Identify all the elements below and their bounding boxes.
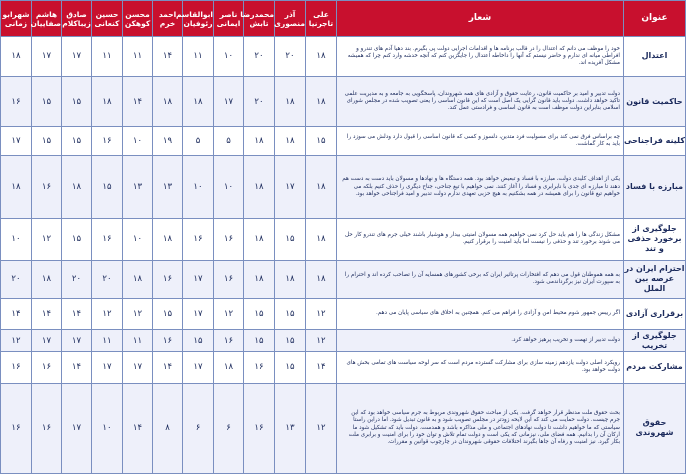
- row-slogan: به همه هموطنان قول می دهم که افتخارات پرتاثیر ایران که برخی کشورهای همسایه آن را تصاحب کرده اند و احترام را به سپورت ایران نیز برگرداندمی شود.: [337, 260, 624, 298]
- score-cell: ۱۸: [306, 156, 337, 218]
- score-cell: ۱۸: [244, 218, 275, 260]
- score-cell: ۲۰: [62, 260, 92, 298]
- header-row: [1, 1, 686, 37]
- score-cell: ۱۴: [1, 298, 32, 329]
- score-cell: ۱۵: [32, 76, 62, 127]
- score-cell: ۱۷: [62, 383, 92, 474]
- row-slogan: خود را موظف می دانم که اعتدال را در قالب برنامه ها و اقدامات اجرایی دولت پی بگیرم. بند دهیا آدم های تندرو و افراطی میانه ای ندارم و حاضر نیستم که آنها را داخاطه اعتدال را جایگزین کنم که آنچه خدشه وارد کنم چرا که همیشه مشکل آفریده اند.: [337, 37, 624, 77]
- score-cell: ۱۶: [153, 260, 183, 298]
- row-title: مبارزه با فساد: [624, 156, 686, 218]
- score-cell: ۱۴: [306, 352, 337, 383]
- score-cell: ۱۶: [92, 218, 123, 260]
- table-row: [1, 329, 686, 352]
- score-cell: ۱۸: [1, 156, 32, 218]
- row-slogan: بحث حقوق ملت مدنظر قرار خواهد گرفت. یکی از مباحث حقوق شهروندی مربوط به جرم سیاسی خواهد بود که این جرم چیست. دولت حمایت می کند که این لایحه زودتر در مجلس تصویب شود و به قانون تبدیل شود. اما دراین راستا سیاستی که ما خواهیم داشت تا دولت نهادهای اجتماعی و ملی مذاکره باشد و همدست. دولت باید که تشکیل شود ما ارکان آن را بدانیم. همه فضای ملی، نیزمانی که یکی است و دولت تمام تلاش و توان خود را برای امنیت و برابری ملت بکار گیرد. نیز امنیت و رفاه آن جاها بگیرند اختلافات حقوقی شهروندان در چارچوب قوانین و مقررات.: [337, 383, 624, 474]
- score-cell: ۱۳: [123, 156, 153, 218]
- score-cell: ۱۸: [306, 218, 337, 260]
- row-slogan: دولت تدبیر و امید بر حاکمیت قانون، رعایت حقوق و آزادی های همه شهروندان، پاسخگویی به جامعه و به مدیریت علمی تاکید خواهد داشت. دولت باید قانون گرایی یک اصل است که این قانون اساسی را یعنی تصویب شده در مجلس شورای اسلامی بنابراین دولت موظف است به قانون اساسی و فرادستی عمل کند.: [337, 76, 624, 127]
- score-cell: ۱۶: [92, 127, 123, 156]
- score-cell: ۱۲: [92, 298, 123, 329]
- score-cell: ۱۵: [244, 298, 275, 329]
- row-slogan: رویکرد اصلی دولت یازدهم زمینه سازی برای مشارکت گسترده مردم است که سر لوحه سیاست های تمامی بخش های دولت خواهد بود.: [337, 352, 624, 383]
- score-cell: ۱۸: [244, 260, 275, 298]
- score-cell: ۱۶: [214, 218, 244, 260]
- score-cell: ۱۵: [153, 298, 183, 329]
- score-cell: ۱۴: [62, 298, 92, 329]
- score-cell: ۱۰: [123, 127, 153, 156]
- score-cell: ۱۶: [244, 383, 275, 474]
- score-cell: ۱۴: [123, 383, 153, 474]
- score-cell: ۱۴: [153, 352, 183, 383]
- row-slogan: چه براساس فرق نمی کند برای مسولیت فرد متدین، دلسوز و کسی که قانون اساسی را قبول دارد ودلش می سوزد را باید به کار گماشت.: [337, 127, 624, 156]
- score-cell: ۲۰: [275, 37, 306, 77]
- score-cell: ۲۰: [244, 37, 275, 77]
- column-header-slogan: شعار: [337, 1, 624, 37]
- score-cell: ۱۴: [32, 298, 62, 329]
- table-row: [1, 218, 686, 260]
- score-cell: ۱۵: [32, 127, 62, 156]
- score-cell: ۱۷: [62, 37, 92, 77]
- score-cell: ۱۰: [1, 218, 32, 260]
- score-cell: ۱۴: [123, 76, 153, 127]
- score-cell: ۱۳: [153, 156, 183, 218]
- score-cell: ۱۸: [1, 37, 32, 77]
- row-slogan: دولت تدبیر از تهمت و تخریب پرهیز خواهد کرد.: [337, 329, 624, 352]
- column-header-candidate: حسین کنعانی: [92, 1, 123, 37]
- score-cell: ۱۵: [244, 329, 275, 352]
- score-cell: ۱۶: [244, 352, 275, 383]
- score-cell: ۱۴: [153, 37, 183, 77]
- score-cell: ۱۶: [183, 218, 214, 260]
- score-cell: ۱۲: [306, 329, 337, 352]
- score-cell: ۱۷: [183, 260, 214, 298]
- score-cell: ۱۵: [275, 352, 306, 383]
- score-cell: ۱۸: [275, 127, 306, 156]
- score-cell: ۲۰: [92, 260, 123, 298]
- column-header-candidate: ابوالقاسم رئوفیان: [183, 1, 214, 37]
- row-title: حاکمیت قانون: [624, 76, 686, 127]
- column-header-candidate: آذر منصوری: [275, 1, 306, 37]
- score-cell: ۱۸: [244, 127, 275, 156]
- table-row: [1, 298, 686, 329]
- row-title: مشارکت مردم: [624, 352, 686, 383]
- score-cell: ۱۵: [275, 218, 306, 260]
- score-cell: ۱۵: [306, 127, 337, 156]
- column-header-candidate: احمد خرم: [153, 1, 183, 37]
- score-cell: ۱۶: [1, 352, 32, 383]
- score-cell: ۱۹: [153, 127, 183, 156]
- score-cell: ۱۱: [183, 37, 214, 77]
- row-slogan: اگر رییس جمهور شوم محیط امن و آزادی را فراهم می کنم. همچنین به اخلاق های سیاسی پایان می دهم.: [337, 298, 624, 329]
- row-title: جلوگیری از تخریب: [624, 329, 686, 352]
- row-slogan: یکی از اهداف کلیدی دولت، مبارزه با فساد و تبعیض خواهد بود. همه دستگاه ها و نهادها و مسولان باید دست به دست هم دهند تا مبارزه ای جدی با نابرابری و فساد را آغاز کنند. نمی خواهیم با تیغ جناحی، جناح دیگری را حذف کنیم بلکه می خواهیم تیغ قانون را برای همیشه در همه بشکنیم به هیچ حزبی تعهدی ندارم دولت تدبیر و امید فراجناحی خواهد بود.: [337, 156, 624, 218]
- score-cell: ۱۵: [62, 76, 92, 127]
- score-cell: ۱۵: [183, 329, 214, 352]
- score-cell: ۱۸: [306, 37, 337, 77]
- score-cell: ۱۸: [214, 352, 244, 383]
- score-cell: ۱۱: [92, 329, 123, 352]
- column-header-candidate: علی تاجرنیا: [306, 1, 337, 37]
- column-header-candidate: صادق زیباکلام: [62, 1, 92, 37]
- score-cell: ۱۷: [183, 352, 214, 383]
- score-cell: ۱۸: [275, 76, 306, 127]
- score-cell: ۱۳: [275, 383, 306, 474]
- table-row: [1, 37, 686, 77]
- score-cell: ۱۲: [32, 218, 62, 260]
- score-cell: ۱۲: [306, 383, 337, 474]
- column-header-candidate: ناصر ایمانی: [214, 1, 244, 37]
- score-cell: ۱۶: [214, 260, 244, 298]
- score-cell: ۱۷: [214, 76, 244, 127]
- table-row: [1, 76, 686, 127]
- score-cell: ۱۶: [32, 383, 62, 474]
- score-cell: ۱۷: [32, 329, 62, 352]
- score-cell: ۱۰: [214, 37, 244, 77]
- score-cell: ۱۵: [62, 218, 92, 260]
- score-cell: ۶: [183, 383, 214, 474]
- score-cell: ۱۸: [153, 76, 183, 127]
- table-row: [1, 127, 686, 156]
- row-title: کلینه فراجناحی: [624, 127, 686, 156]
- score-cell: ۱۷: [92, 352, 123, 383]
- score-cell: ۱۲: [123, 298, 153, 329]
- score-cell: ۱۷: [183, 298, 214, 329]
- score-cell: ۱۵: [62, 127, 92, 156]
- score-cell: ۱۶: [153, 329, 183, 352]
- score-cell: ۱۸: [306, 76, 337, 127]
- score-cell: ۲۰: [244, 76, 275, 127]
- score-cell: ۶: [214, 383, 244, 474]
- score-cell: ۱۶: [214, 329, 244, 352]
- column-header-candidate: شهرابو زمانی: [1, 1, 32, 37]
- score-cell: ۸: [153, 383, 183, 474]
- score-cell: ۱۰: [92, 383, 123, 474]
- score-cell: ۱۱: [92, 37, 123, 77]
- row-title: برقراری آزادی: [624, 298, 686, 329]
- score-cell: ۱۸: [306, 260, 337, 298]
- row-title: احترام ایران در عرصه بین الملل: [624, 260, 686, 298]
- table-row: [1, 260, 686, 298]
- column-header-title: عنوان: [624, 1, 686, 37]
- score-cell: ۱۲: [214, 298, 244, 329]
- row-title: حقوق شهروندی: [624, 383, 686, 474]
- score-cell: ۱۵: [275, 298, 306, 329]
- score-cell: ۱۰: [214, 156, 244, 218]
- score-cell: ۱۸: [153, 218, 183, 260]
- score-cell: ۱۵: [275, 329, 306, 352]
- score-cell: ۱۰: [183, 156, 214, 218]
- score-cell: ۱۶: [32, 352, 62, 383]
- score-cell: ۱۰: [123, 218, 153, 260]
- table-row: [1, 383, 686, 474]
- column-header-candidate: محمدرضا تابش: [244, 1, 275, 37]
- score-cell: ۱۵: [92, 156, 123, 218]
- score-cell: ۱۷: [32, 37, 62, 77]
- score-cell: ۱۸: [244, 156, 275, 218]
- table-body: [1, 37, 686, 474]
- score-cell: ۱۶: [1, 76, 32, 127]
- score-cell: ۱۱: [123, 329, 153, 352]
- column-header-candidate: هاشم صفاییان: [32, 1, 62, 37]
- score-cell: ۱۸: [92, 76, 123, 127]
- row-slogan: مشکل زندگی ها را هم باید حل کرد نمی خواهیم همه مسولان امنیتی بیدار و هوشیار باشند خیلی جرم های تندرو کار حل می شوند برخورد تند و حذفی را نیست اما باید امنیت را برقرار کنیم.: [337, 218, 624, 260]
- score-cell: ۱۱: [123, 37, 153, 77]
- score-cell: ۱۴: [62, 352, 92, 383]
- score-cell: ۱۸: [183, 76, 214, 127]
- score-cell: ۲۰: [1, 260, 32, 298]
- score-cell: ۱۸: [275, 260, 306, 298]
- score-cell: ۱۸: [32, 260, 62, 298]
- column-header-candidate: محسن کوهکن: [123, 1, 153, 37]
- score-cell: ۱۲: [306, 298, 337, 329]
- table-row: [1, 156, 686, 218]
- score-cell: ۱۸: [62, 156, 92, 218]
- score-cell: ۱۷: [62, 329, 92, 352]
- table-row: [1, 352, 686, 383]
- score-cell: ۱۲: [1, 329, 32, 352]
- score-cell: ۵: [214, 127, 244, 156]
- score-cell: ۱۷: [123, 352, 153, 383]
- score-cell: ۱۶: [32, 156, 62, 218]
- score-cell: ۱۶: [1, 383, 32, 474]
- score-cell: ۱۷: [1, 127, 32, 156]
- score-cell: ۱۸: [123, 260, 153, 298]
- score-cell: ۵: [183, 127, 214, 156]
- row-title: جلوگیری از برخورد حذفی و تند: [624, 218, 686, 260]
- row-title: اعتدال: [624, 37, 686, 77]
- score-cell: ۱۷: [275, 156, 306, 218]
